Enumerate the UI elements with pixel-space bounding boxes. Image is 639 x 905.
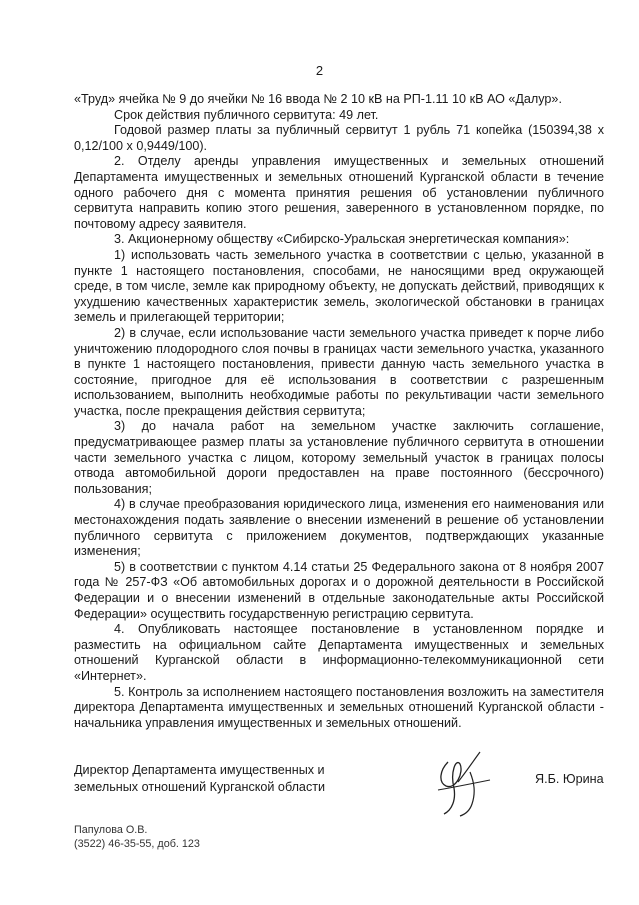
signatory-position: Директор Департамента имущественных и земельных отношений Курганской области (74, 763, 326, 794)
paragraph-item-4: 4. Опубликовать настоящее постановление в установленном порядке и разместить на официальном сайте Департамента имущественных и земельных отношений Курганской области в информационно-телекоммуникационной сети «Интернет». (74, 622, 604, 683)
handwritten-signature-icon (430, 742, 500, 822)
paragraph-item-3-4: 4) в случае преобразования юридического лица, изменения его наименования или местонахождения подать заявление о внесении изменений в решение об установлении публичного сервитута с приложением документов, подтверждающих указанные изменения; (74, 497, 604, 559)
paragraph-item-3-2: 2) в случае, если использование части земельного участка приведет к порче либо уничтожению плодородного слоя почвы в границах части земельного участка, указанного в пункте 1 настоящего постановления, привести данную часть земельного участка в состояние, пригодное для её использования в соответствии с разрешенным использованием, выполнить необходимые работы по рекультивации части земельного участка, после прекращения действия сервитута; (74, 325, 604, 418)
page-number: 2 (315, 63, 324, 78)
paragraph-continuation: «Труд» ячейка № 9 до ячейки № 16 ввода № 2 10 кВ на РП-1.11 10 кВ АО «Далур». (74, 92, 562, 106)
paragraph-item-3: 3. Акционерному обществу «Сибирско-Уральская энергетическая компания»: (114, 232, 570, 247)
paragraph-term: Срок действия публичного сервитута: 49 лет. (114, 107, 379, 122)
paragraph-item-5: 5. Контроль за исполнением настоящего постановления возложить на заместителя директора Департамента имущественных и земельных отношений Курганской области - начальника управления имущественных и земельных отношений. (74, 684, 604, 730)
paragraph-item-3-3: 3) до начала работ на земельном участке заключить соглашение, предусматривающее размер платы за установление публичного сервитута в отношении части земельного участка с лицом, которому земельный участок в границах полосы отвода автомобильной дороги предоставлен на праве постоянного (бессрочного) пользования; (74, 419, 604, 496)
document-body (74, 92, 604, 731)
contact-block (74, 823, 200, 851)
paragraph-fee: Годовой размер платы за публичный сервитут 1 рубль 71 копейка (150394,38 х 0,12/100 х 0,9449/100). (74, 123, 604, 153)
executor-phone: (3522) 46-35-55, доб. 123 (74, 838, 200, 850)
signatory-name: Я.Б. Юрина (535, 772, 604, 786)
paragraph-item-3-1: 1) использовать часть земельного участка в соответствии с целью, указанной в пункте 1 настоящего постановления, способами, не наносящими вред окружающей среде, в том числе, земле как природному объекту, не допускать действий, приводящих к ухудшению качественных характеристик земель, экологической обстановки в границах земель и прилегающей территории; (74, 247, 604, 325)
paragraph-item-3-5: 5) в соответствии с пунктом 4.14 статьи 25 Федерального закона от 8 ноября 2007 года № 257-ФЗ «Об автомобильных дорогах и о дорожной деятельности в Российской Федерации и о внесении изменений в отдельные законодательные акты Российской Федерации» осуществить государственную регистрацию сервитута. (74, 559, 604, 621)
executor-name: Папулова О.В. (74, 824, 148, 836)
paragraph-item-2: 2. Отделу аренды управления имущественных и земельных отношений Департамента имущественных и земельных отношений Курганской области в течение одного рабочего дня с момента принятия решения об установлении публичного сервитута направить копию этого решения, заверенного в установленном порядке, по почтовому адресу заявителя. (74, 154, 604, 231)
